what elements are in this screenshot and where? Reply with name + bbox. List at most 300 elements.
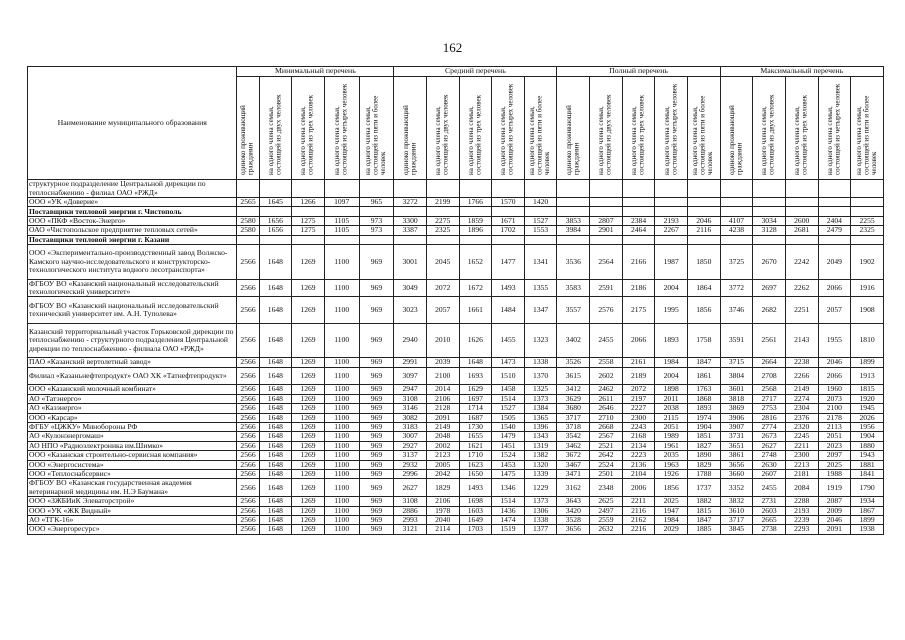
value-cell: 2066 bbox=[622, 323, 655, 358]
value-cell: 1648 bbox=[259, 441, 292, 450]
value-cell: 1766 bbox=[459, 198, 492, 207]
value-cell: 2462 bbox=[590, 385, 623, 394]
value-cell: 2100 bbox=[818, 404, 851, 413]
value-cell: 969 bbox=[359, 245, 394, 280]
row-name-cell: Поставщики тепловой энергии г. Казани bbox=[28, 235, 237, 244]
value-cell: 3845 bbox=[720, 525, 753, 534]
table-row bbox=[28, 216, 884, 225]
value-cell: 2186 bbox=[622, 279, 655, 297]
table-row bbox=[28, 515, 884, 524]
table-row bbox=[28, 198, 884, 207]
value-cell: 2162 bbox=[622, 515, 655, 524]
value-cell: 1100 bbox=[324, 323, 359, 358]
value-cell bbox=[655, 207, 688, 216]
value-cell: 2091 bbox=[426, 413, 459, 422]
value-cell: 1885 bbox=[687, 525, 720, 534]
value-cell: 1829 bbox=[426, 479, 459, 497]
column-group-header: Максимальный перечень bbox=[720, 67, 883, 77]
value-cell: 3984 bbox=[557, 226, 590, 235]
value-cell: 2010 bbox=[426, 323, 459, 358]
value-cell: 2630 bbox=[753, 460, 786, 469]
value-cell: 3853 bbox=[557, 216, 590, 225]
value-cell: 1938 bbox=[851, 525, 884, 534]
value-cell: 1698 bbox=[459, 497, 492, 506]
row-name-cell: ООО «Казанская строительно-сервисная компания» bbox=[28, 451, 237, 460]
page-number: 162 bbox=[442, 40, 463, 55]
value-cell: 1455 bbox=[492, 323, 525, 358]
value-cell: 2087 bbox=[818, 497, 851, 506]
column-subheader bbox=[785, 77, 818, 180]
value-cell: 1100 bbox=[324, 441, 359, 450]
value-cell bbox=[426, 207, 459, 216]
value-cell: 1648 bbox=[259, 279, 292, 297]
value-cell: 2566 bbox=[237, 422, 259, 431]
value-cell: 1815 bbox=[687, 506, 720, 515]
value-cell: 1524 bbox=[492, 451, 525, 460]
value-cell bbox=[851, 180, 884, 198]
value-cell: 3528 bbox=[557, 515, 590, 524]
value-cell: 2275 bbox=[426, 216, 459, 225]
value-cell bbox=[785, 207, 818, 216]
value-cell bbox=[394, 180, 427, 198]
value-cell: 2049 bbox=[818, 245, 851, 280]
value-cell: 969 bbox=[359, 460, 394, 469]
value-cell: 2455 bbox=[590, 323, 623, 358]
column-subheader-label: на одного члена семьи, состоящей из четырех человек bbox=[499, 83, 515, 175]
value-cell: 1603 bbox=[459, 506, 492, 515]
row-name-cell: Филиал «Казаньнефтепродукт» ОАО ХК «Татнефтепродукт» bbox=[28, 367, 237, 385]
value-cell bbox=[622, 198, 655, 207]
value-cell: 1841 bbox=[851, 469, 884, 478]
value-cell: 1904 bbox=[687, 422, 720, 431]
value-cell bbox=[492, 235, 525, 244]
value-cell: 2901 bbox=[590, 226, 623, 235]
value-cell bbox=[524, 207, 557, 216]
column-group-header: Полный перечень bbox=[557, 67, 720, 77]
value-cell: 1514 bbox=[492, 497, 525, 506]
table-row bbox=[28, 358, 884, 367]
value-cell: 2211 bbox=[622, 497, 655, 506]
value-cell: 1899 bbox=[851, 515, 884, 524]
value-cell: 1890 bbox=[687, 451, 720, 460]
value-cell: 2300 bbox=[785, 451, 818, 460]
value-cell bbox=[426, 235, 459, 244]
value-cell: 1693 bbox=[459, 367, 492, 385]
value-cell: 3034 bbox=[753, 216, 786, 225]
value-cell: 1913 bbox=[851, 367, 884, 385]
row-name-cell: ООО «ПКФ «Восток-Энерго» bbox=[28, 216, 237, 225]
value-cell: 3023 bbox=[394, 297, 427, 323]
value-cell: 1984 bbox=[655, 358, 688, 367]
value-cell: 2665 bbox=[753, 515, 786, 524]
value-cell: 1850 bbox=[687, 245, 720, 280]
value-cell: 2627 bbox=[394, 479, 427, 497]
value-cell: 3629 bbox=[557, 394, 590, 403]
value-cell bbox=[394, 235, 427, 244]
value-cell: 3183 bbox=[394, 422, 427, 431]
value-cell: 2266 bbox=[785, 367, 818, 385]
value-cell: 1355 bbox=[524, 279, 557, 297]
value-cell: 3387 bbox=[394, 226, 427, 235]
value-cell bbox=[359, 235, 394, 244]
value-cell bbox=[292, 207, 325, 216]
table-row bbox=[28, 422, 884, 431]
value-cell: 1320 bbox=[524, 460, 557, 469]
row-name-cell: АО «Казэнерго» bbox=[28, 404, 237, 413]
column-subheader-label: на одного члена семьи, состоящей из пяти и более человек bbox=[854, 95, 878, 175]
value-cell: 969 bbox=[359, 279, 394, 297]
column-subheader bbox=[359, 77, 394, 180]
value-cell: 3660 bbox=[720, 469, 753, 478]
value-cell: 3352 bbox=[720, 479, 753, 497]
value-cell: 2029 bbox=[655, 525, 688, 534]
value-cell: 2566 bbox=[237, 413, 259, 422]
value-cell: 1269 bbox=[292, 245, 325, 280]
value-cell: 2149 bbox=[785, 385, 818, 394]
value-cell: 2026 bbox=[851, 413, 884, 422]
value-cell: 2673 bbox=[753, 432, 786, 441]
value-cell: 2566 bbox=[237, 479, 259, 497]
value-cell: 2566 bbox=[237, 323, 259, 358]
value-cell: 2046 bbox=[818, 358, 851, 367]
value-cell: 1652 bbox=[459, 245, 492, 280]
column-subheader-label: на одного члена семьи, состоящей из двух человек bbox=[760, 94, 777, 175]
value-cell bbox=[818, 198, 851, 207]
value-cell: 3601 bbox=[720, 385, 753, 394]
value-cell: 1978 bbox=[426, 506, 459, 515]
value-cell: 1943 bbox=[851, 451, 884, 460]
value-cell: 2251 bbox=[785, 297, 818, 323]
value-cell: 1671 bbox=[492, 216, 525, 225]
value-cell: 2566 bbox=[237, 297, 259, 323]
value-cell: 1527 bbox=[524, 216, 557, 225]
value-cell: 2242 bbox=[785, 245, 818, 280]
value-cell: 3300 bbox=[394, 216, 427, 225]
value-cell: 1861 bbox=[687, 367, 720, 385]
value-cell: 2993 bbox=[394, 515, 427, 524]
value-cell: 1790 bbox=[851, 479, 884, 497]
value-cell: 1269 bbox=[292, 297, 325, 323]
value-cell: 2464 bbox=[622, 226, 655, 235]
row-name-cell: ФГБОУ ВО «Казанский национальный исследовательский технологический университет» bbox=[28, 279, 237, 297]
table-row bbox=[28, 394, 884, 403]
value-cell: 2567 bbox=[590, 432, 623, 441]
value-cell: 1904 bbox=[851, 432, 884, 441]
value-cell: 1788 bbox=[687, 469, 720, 478]
value-cell: 969 bbox=[359, 358, 394, 367]
value-cell: 2073 bbox=[818, 394, 851, 403]
value-cell: 2011 bbox=[655, 394, 688, 403]
value-cell: 1974 bbox=[687, 413, 720, 422]
value-cell: 3717 bbox=[720, 515, 753, 524]
row-name-cell: АО НПО «Радиоэлектроника им.Шимко» bbox=[28, 441, 237, 450]
value-cell: 1269 bbox=[292, 279, 325, 297]
value-cell: 2664 bbox=[753, 358, 786, 367]
value-cell: 1505 bbox=[492, 413, 525, 422]
table-row bbox=[28, 479, 884, 497]
row-name-cell: ООО «Казанский молочный комбинат» bbox=[28, 385, 237, 394]
section-row bbox=[28, 235, 884, 244]
row-name-cell: ФГБОУ ВО «Казанский национальный исследовательский технический университет им. А.Н. Туполева» bbox=[28, 297, 237, 323]
value-cell: 2072 bbox=[426, 279, 459, 297]
value-cell: 3715 bbox=[720, 358, 753, 367]
value-cell: 2009 bbox=[818, 506, 851, 515]
value-cell: 2045 bbox=[426, 245, 459, 280]
value-cell: 1100 bbox=[324, 394, 359, 403]
value-cell: 3656 bbox=[720, 460, 753, 469]
value-cell: 969 bbox=[359, 497, 394, 506]
column-subheader-label: на одного члена семьи, состоящей из трех человек bbox=[299, 95, 315, 175]
value-cell: 3718 bbox=[557, 422, 590, 431]
value-cell: 2501 bbox=[590, 469, 623, 478]
value-cell: 1519 bbox=[492, 525, 525, 534]
value-cell: 1100 bbox=[324, 297, 359, 323]
value-cell: 1648 bbox=[259, 404, 292, 413]
value-cell: 1100 bbox=[324, 279, 359, 297]
column-group-header: Минимальный перечень bbox=[237, 67, 394, 77]
value-cell: 2603 bbox=[753, 506, 786, 515]
value-cell bbox=[753, 180, 786, 198]
value-cell bbox=[687, 180, 720, 198]
value-cell: 2642 bbox=[590, 451, 623, 460]
value-cell: 1553 bbox=[524, 226, 557, 235]
value-cell: 1648 bbox=[259, 497, 292, 506]
value-cell bbox=[237, 180, 259, 198]
value-cell: 2807 bbox=[590, 216, 623, 225]
value-cell: 973 bbox=[359, 226, 394, 235]
value-cell: 1648 bbox=[259, 358, 292, 367]
value-cell: 1269 bbox=[292, 367, 325, 385]
value-cell: 2004 bbox=[655, 367, 688, 385]
value-cell: 1100 bbox=[324, 404, 359, 413]
value-cell: 2213 bbox=[785, 460, 818, 469]
value-cell: 1100 bbox=[324, 413, 359, 422]
column-subheader-label: на одного члена семьи, состоящей из трех человек bbox=[629, 95, 646, 175]
table-row bbox=[28, 432, 884, 441]
value-cell: 2002 bbox=[426, 441, 459, 450]
column-subheader-label: на одного члена семьи, состоящей из двух человек bbox=[266, 94, 283, 175]
value-cell: 2886 bbox=[394, 506, 427, 515]
value-cell: 1648 bbox=[259, 479, 292, 497]
value-cell: 2288 bbox=[785, 497, 818, 506]
value-cell: 1100 bbox=[324, 506, 359, 515]
column-subheader-label: на одного члена семьи, состоящей из пяти и более человек bbox=[691, 95, 715, 175]
value-cell: 2731 bbox=[753, 497, 786, 506]
value-cell: 1269 bbox=[292, 497, 325, 506]
value-cell: 2116 bbox=[622, 506, 655, 515]
value-cell bbox=[590, 180, 623, 198]
column-subheader-label: на одного члена семьи, состоящей из четырех человек bbox=[825, 83, 842, 175]
value-cell: 1527 bbox=[492, 404, 525, 413]
value-cell: 969 bbox=[359, 506, 394, 515]
value-cell: 1916 bbox=[851, 279, 884, 297]
value-cell: 2066 bbox=[818, 279, 851, 297]
value-cell: 1648 bbox=[459, 358, 492, 367]
value-cell: 2566 bbox=[237, 404, 259, 413]
value-cell: 2348 bbox=[590, 479, 623, 497]
value-cell: 1338 bbox=[524, 358, 557, 367]
value-cell: 2524 bbox=[590, 460, 623, 469]
value-cell: 3731 bbox=[720, 432, 753, 441]
value-cell bbox=[753, 207, 786, 216]
value-cell: 3832 bbox=[720, 497, 753, 506]
value-cell: 1473 bbox=[492, 358, 525, 367]
value-cell: 3108 bbox=[394, 394, 427, 403]
value-cell: 969 bbox=[359, 515, 394, 524]
value-cell: 1269 bbox=[292, 404, 325, 413]
value-cell: 969 bbox=[359, 422, 394, 431]
value-cell bbox=[237, 235, 259, 244]
value-cell: 1384 bbox=[524, 404, 557, 413]
value-cell: 1655 bbox=[459, 432, 492, 441]
value-cell: 2104 bbox=[622, 469, 655, 478]
value-cell: 2304 bbox=[785, 404, 818, 413]
value-cell bbox=[622, 180, 655, 198]
value-cell: 1269 bbox=[292, 432, 325, 441]
value-cell: 2566 bbox=[237, 460, 259, 469]
value-cell: 1105 bbox=[324, 216, 359, 225]
value-cell: 1648 bbox=[259, 525, 292, 534]
column-subheader bbox=[237, 77, 259, 180]
value-cell: 1919 bbox=[818, 479, 851, 497]
value-cell: 2091 bbox=[818, 525, 851, 534]
value-cell: 1758 bbox=[687, 323, 720, 358]
value-cell: 2051 bbox=[818, 432, 851, 441]
value-cell: 3536 bbox=[557, 245, 590, 280]
value-cell: 1851 bbox=[687, 432, 720, 441]
value-cell: 2038 bbox=[655, 404, 688, 413]
value-cell: 2211 bbox=[785, 441, 818, 450]
value-cell: 2607 bbox=[753, 469, 786, 478]
value-cell: 2136 bbox=[622, 460, 655, 469]
value-cell: 2479 bbox=[818, 226, 851, 235]
value-cell: 1702 bbox=[492, 226, 525, 235]
value-cell: 1100 bbox=[324, 460, 359, 469]
value-cell: 969 bbox=[359, 469, 394, 478]
value-cell bbox=[851, 207, 884, 216]
value-cell: 3656 bbox=[557, 525, 590, 534]
value-cell: 1370 bbox=[524, 367, 557, 385]
value-cell: 3804 bbox=[720, 367, 753, 385]
table-body bbox=[28, 180, 884, 534]
value-cell: 3402 bbox=[557, 323, 590, 358]
value-cell bbox=[557, 198, 590, 207]
value-cell: 1269 bbox=[292, 479, 325, 497]
value-cell: 1451 bbox=[492, 441, 525, 450]
value-cell: 1645 bbox=[259, 198, 292, 207]
value-cell: 2753 bbox=[753, 404, 786, 413]
value-cell: 2566 bbox=[237, 451, 259, 460]
value-cell: 1648 bbox=[259, 245, 292, 280]
value-cell: 2668 bbox=[590, 422, 623, 431]
value-cell: 2580 bbox=[237, 216, 259, 225]
table-row bbox=[28, 385, 884, 394]
value-cell: 1920 bbox=[851, 394, 884, 403]
value-cell: 1269 bbox=[292, 394, 325, 403]
value-cell: 1100 bbox=[324, 367, 359, 385]
value-cell: 2128 bbox=[426, 404, 459, 413]
value-cell: 969 bbox=[359, 404, 394, 413]
value-cell: 969 bbox=[359, 394, 394, 403]
section-row bbox=[28, 207, 884, 216]
value-cell: 1629 bbox=[459, 385, 492, 394]
value-cell: 1710 bbox=[459, 451, 492, 460]
value-cell bbox=[818, 235, 851, 244]
value-cell: 973 bbox=[359, 216, 394, 225]
value-cell: 2670 bbox=[753, 245, 786, 280]
tariff-table-container bbox=[27, 66, 884, 535]
value-cell: 1984 bbox=[655, 515, 688, 524]
value-cell: 2004 bbox=[655, 279, 688, 297]
value-cell bbox=[459, 235, 492, 244]
value-cell bbox=[237, 207, 259, 216]
value-cell: 1856 bbox=[655, 479, 688, 497]
value-cell: 2014 bbox=[426, 385, 459, 394]
row-name-cell: ООО «Энергоресурс» bbox=[28, 525, 237, 534]
value-cell: 3772 bbox=[720, 279, 753, 297]
value-cell: 1341 bbox=[524, 245, 557, 280]
column-subheader bbox=[259, 77, 292, 180]
value-cell bbox=[818, 207, 851, 216]
value-cell: 3007 bbox=[394, 432, 427, 441]
value-cell bbox=[590, 207, 623, 216]
value-cell: 1100 bbox=[324, 525, 359, 534]
row-name-cell: ОАО «Чистопольское предприятие тепловых сетей» bbox=[28, 226, 237, 235]
value-cell: 1458 bbox=[492, 385, 525, 394]
value-cell: 3583 bbox=[557, 279, 590, 297]
value-cell: 1737 bbox=[687, 479, 720, 497]
value-cell: 1648 bbox=[259, 297, 292, 323]
value-cell: 3643 bbox=[557, 497, 590, 506]
value-cell: 2123 bbox=[426, 451, 459, 460]
table-row bbox=[28, 323, 884, 358]
value-cell: 1100 bbox=[324, 422, 359, 431]
value-cell: 1867 bbox=[851, 506, 884, 515]
value-cell: 1570 bbox=[492, 198, 525, 207]
table-row bbox=[28, 226, 884, 235]
value-cell: 3542 bbox=[557, 432, 590, 441]
value-cell: 2039 bbox=[426, 358, 459, 367]
value-cell bbox=[720, 198, 753, 207]
value-cell: 2040 bbox=[426, 515, 459, 524]
value-cell: 1856 bbox=[687, 297, 720, 323]
table-row bbox=[28, 367, 884, 385]
value-cell: 2193 bbox=[785, 506, 818, 515]
value-cell: 1229 bbox=[524, 479, 557, 497]
value-cell: 2455 bbox=[753, 479, 786, 497]
value-cell: 1763 bbox=[687, 385, 720, 394]
value-cell: 1810 bbox=[851, 323, 884, 358]
value-cell: 969 bbox=[359, 441, 394, 450]
value-cell: 965 bbox=[359, 198, 394, 207]
value-cell: 969 bbox=[359, 297, 394, 323]
table-row bbox=[28, 460, 884, 469]
value-cell: 2223 bbox=[622, 451, 655, 460]
value-cell bbox=[720, 180, 753, 198]
value-cell: 2625 bbox=[590, 497, 623, 506]
value-cell: 1275 bbox=[292, 216, 325, 225]
value-cell: 2576 bbox=[590, 297, 623, 323]
column-subheader bbox=[622, 77, 655, 180]
value-cell: 2116 bbox=[687, 226, 720, 235]
value-cell: 2376 bbox=[785, 413, 818, 422]
value-cell: 2566 bbox=[237, 506, 259, 515]
value-cell bbox=[753, 235, 786, 244]
value-cell: 3610 bbox=[720, 506, 753, 515]
table-row bbox=[28, 245, 884, 280]
column-subheader-label: на одного члена семьи, состоящей из пяти и более человек bbox=[364, 95, 388, 175]
value-cell: 1475 bbox=[492, 469, 525, 478]
